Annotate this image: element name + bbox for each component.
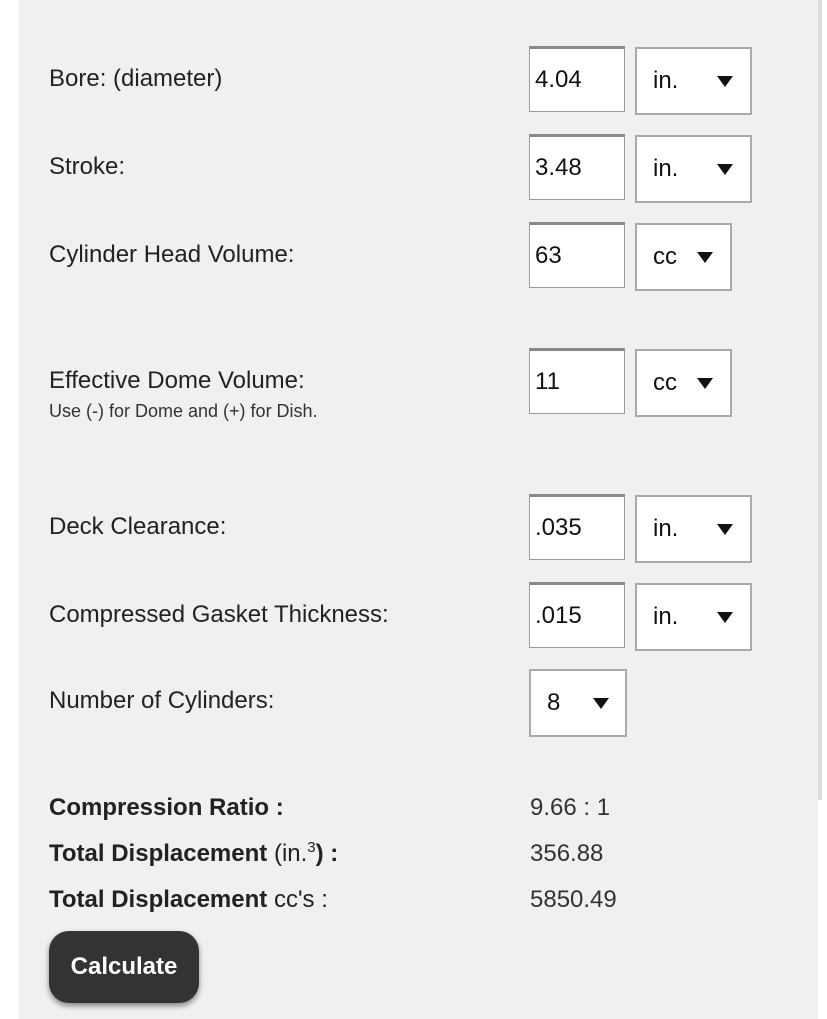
stroke-input[interactable]: 3.48 — [529, 134, 625, 200]
head-volume-unit-select[interactable] — [635, 223, 732, 291]
cylinders-label: Number of Cylinders: — [49, 687, 275, 714]
dome-volume-label: Effective Dome Volume: — [49, 367, 305, 394]
gasket-thickness-unit-value: in. — [653, 603, 679, 630]
stroke-unit-value: in. — [653, 155, 679, 182]
chevron-down-icon — [593, 698, 609, 709]
gasket-thickness-input[interactable]: .015 — [529, 582, 625, 648]
displacement-cc-label: Total Displacement cc's : — [49, 886, 328, 913]
head-volume-unit-value: cc — [653, 243, 677, 270]
gasket-thickness-label: Compressed Gasket Thickness: — [49, 601, 389, 628]
chevron-down-icon — [697, 378, 713, 389]
scrollbar[interactable] — [818, 0, 822, 800]
displacement-in3-label: Total Displacement (in.$^3$) : — [49, 839, 339, 867]
head-volume-input[interactable]: 63 — [529, 222, 625, 288]
deck-clearance-input[interactable]: .035 — [529, 494, 625, 560]
bore-unit-value: in. — [653, 67, 679, 94]
gasket-thickness-unit-select[interactable] — [635, 583, 752, 651]
calculate-button[interactable]: Calculate — [49, 931, 199, 1003]
head-volume-label: Cylinder Head Volume: — [49, 241, 295, 268]
compression-ratio-label: Compression Ratio : — [49, 794, 284, 821]
chevron-down-icon — [717, 164, 733, 175]
deck-clearance-unit-value: in. — [653, 515, 679, 542]
bore-unit-select[interactable] — [635, 47, 752, 115]
bore-label: Bore: (diameter) — [49, 65, 223, 92]
deck-clearance-unit-select[interactable] — [635, 495, 752, 563]
calculator-panel — [19, 0, 818, 1019]
chevron-down-icon — [697, 252, 713, 263]
cylinders-value: 8 — [547, 689, 561, 716]
bore-input[interactable]: 4.04 — [529, 46, 625, 112]
chevron-down-icon — [717, 612, 733, 623]
cylinders-select[interactable] — [529, 669, 627, 737]
dome-volume-unit-value: cc — [653, 369, 677, 396]
dome-volume-input[interactable]: 11 — [529, 348, 625, 414]
compression-ratio-value: 9.66 : 1 — [530, 794, 611, 821]
stroke-label: Stroke: — [49, 153, 126, 180]
deck-clearance-label: Deck Clearance: — [49, 513, 227, 540]
displacement-cc-value: 5850.49 — [530, 886, 617, 913]
chevron-down-icon — [717, 524, 733, 535]
dome-volume-hint: Use (-) for Dome and (+) for Dish. — [49, 401, 318, 421]
displacement-in3-value: 356.88 — [530, 840, 604, 867]
dome-volume-unit-select[interactable] — [635, 349, 732, 417]
chevron-down-icon — [717, 76, 733, 87]
stroke-unit-select[interactable] — [635, 135, 752, 203]
